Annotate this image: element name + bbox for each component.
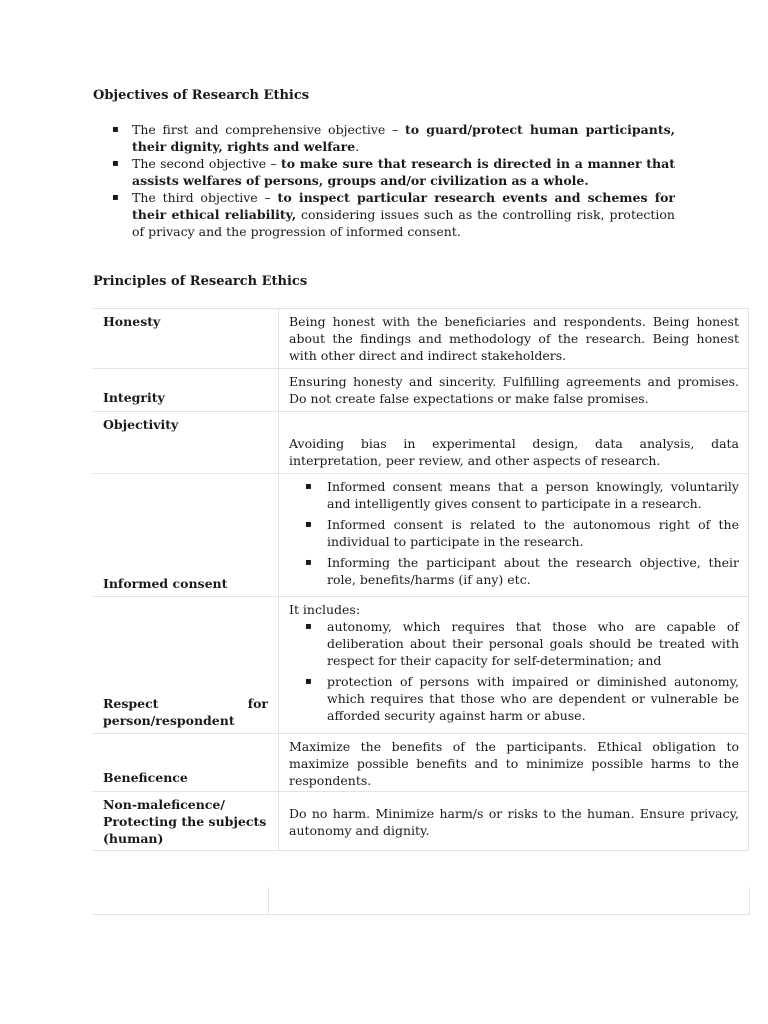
principle-description: Being honest with the beneficiaries and respondents. Being honest about the findings and methodology of the research. Being honest with other direct and indirect stakeholders. <box>279 309 749 369</box>
bullet-icon: ▪ <box>305 676 312 687</box>
empty-table-row <box>93 887 750 915</box>
respect-list <box>289 618 739 724</box>
principle-description <box>279 597 749 734</box>
bullet-icon: ▪ <box>112 192 119 203</box>
informed-consent-list <box>289 478 739 588</box>
principle-name: Objectivity <box>93 412 279 474</box>
principles-table <box>93 308 749 851</box>
principle-name-line: Respect for <box>103 696 268 711</box>
bullet-text: autonomy, which requires that those who are capable of deliberation about their personal goals should be treated with respect for their capacity for self-determination; and <box>327 619 739 668</box>
intro-text: It includes: <box>289 602 361 617</box>
principle-name: Informed consent <box>93 474 279 597</box>
objective-tail-text: considering issues such as the controlling risk, protection of privacy and the progression of informed consent. <box>132 207 675 239</box>
principle-description: Maximize the benefits of the participants. Ethical obligation to maximize possible benefits and to minimize possible harms to the respondents. <box>279 734 749 792</box>
list-item <box>289 673 739 724</box>
table-row <box>93 474 749 597</box>
objective-bold-text: to inspect particular research events and schemes for their ethical reliability, <box>132 190 675 222</box>
principle-name: Integrity <box>93 369 279 412</box>
bullet-icon: ▪ <box>305 557 312 568</box>
table-row <box>93 369 749 412</box>
objective-text: The first and comprehensive objective – <box>132 122 406 137</box>
objectives-heading: Objectives of Research Ethics <box>93 88 310 103</box>
objectives-list <box>112 121 675 240</box>
principle-description: Avoiding bias in experimental design, data analysis, data interpretation, peer review, and other aspects of research. <box>279 412 749 474</box>
principle-description: Do no harm. Minimize harm/s or risks to the human. Ensure privacy, autonomy and dignity. <box>279 792 749 851</box>
bullet-icon: ▪ <box>305 621 312 632</box>
principle-name-line: person/respondent <box>103 713 235 728</box>
principle-name: Honesty <box>93 309 279 369</box>
objective-bold-text: to guard/protect human participants, their dignity, rights and welfare <box>132 122 675 154</box>
list-item <box>289 618 739 669</box>
list-item <box>112 189 675 240</box>
bullet-icon: ▪ <box>112 158 119 169</box>
principle-name: Beneficence <box>93 734 279 792</box>
principle-name <box>93 597 279 734</box>
table-row <box>93 792 749 851</box>
objective-text: The third objective – <box>132 190 278 205</box>
list-item <box>112 121 675 155</box>
bullet-icon: ▪ <box>305 481 312 492</box>
list-item <box>112 155 675 189</box>
principle-name: Non-maleficence/ Protecting the subjects (human) <box>93 792 279 851</box>
bullet-text: Informing the participant about the research objective, their role, benefits/harms (if any) etc. <box>327 555 739 587</box>
table-row <box>93 734 749 792</box>
objective-tail-text: . <box>355 139 360 154</box>
bullet-text: Informed consent means that a person knowingly, voluntarily and intelligently gives consent to participate in a research. <box>327 479 739 511</box>
list-item <box>289 516 739 550</box>
principle-description <box>279 474 749 597</box>
list-item <box>289 554 739 588</box>
bullet-text: protection of persons with impaired or diminished autonomy, which requires that those who are dependent or vulnerable be afforded security against harm or abuse. <box>327 674 739 723</box>
column-divider <box>268 887 269 914</box>
bullet-text: Informed consent is related to the autonomous right of the individual to participate in the research. <box>327 517 739 549</box>
bullet-icon: ▪ <box>305 519 312 530</box>
table-row <box>93 309 749 369</box>
table-row <box>93 597 749 734</box>
bullet-icon: ▪ <box>112 124 119 135</box>
principle-description: Ensuring honesty and sincerity. Fulfilling agreements and promises. Do not create false expectations or make false promises. <box>279 369 749 412</box>
objective-bold-text: to make sure that research is directed in a manner that assists welfares of persons, groups and/or civilization as a whole. <box>132 156 675 188</box>
list-item <box>289 478 739 512</box>
principles-heading: Principles of Research Ethics <box>93 274 308 289</box>
objective-text: The second objective – <box>132 156 281 171</box>
table-row <box>93 412 749 474</box>
